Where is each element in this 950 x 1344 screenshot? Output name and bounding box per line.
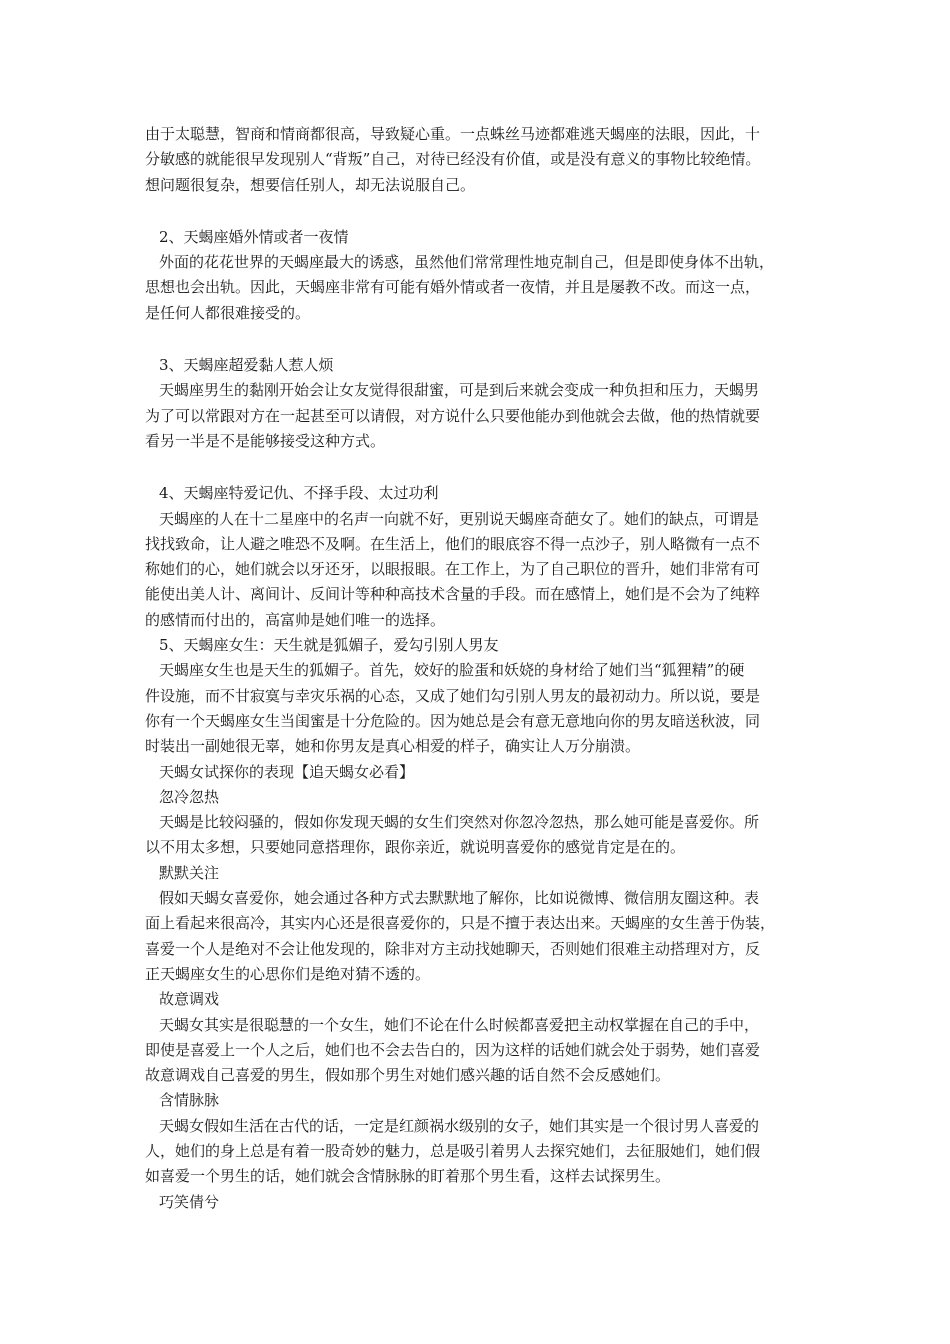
section-3 bbox=[145, 353, 810, 454]
text-line: 天蝎是比较闷骚的，假如你发现天蝎的女生们突然对你忽冷忽热，那么她可能是喜爱你。所 bbox=[159, 813, 760, 832]
text-line: 即使是喜爱上一个人之后，她们也不会去告白的，因为这样的话她们就会处于弱势，她们喜爱 bbox=[145, 1040, 761, 1059]
text-line: 正天蝎座女生的心思你们是绝对猜不透的。 bbox=[145, 964, 431, 983]
text-line: 天蝎座的人在十二星座中的名声一向就不好，更别说天蝎座奇葩女了。她们的缺点，可谓是 bbox=[159, 509, 760, 528]
paragraph-spacer bbox=[145, 326, 810, 353]
text-line: 天蝎座女生也是天生的狐媚子。首先，姣好的脸蛋和妖娆的身材给了她们当“狐狸精”的硬 bbox=[159, 661, 745, 680]
text-line: 天蝎座男生的黏刚开始会让女友觉得很甜蜜，可是到后来就会变成一种负担和压力，天蝎男 bbox=[159, 381, 760, 400]
section-6 bbox=[145, 760, 810, 785]
text-line: 你有一个天蝎座女生当闺蜜是十分危险的。因为她总是会有意无意地向你的男友暗送秋波，同 bbox=[145, 711, 761, 730]
text-line: 件设施，而不甘寂寞与幸灾乐祸的心态，又成了她们勾引别人男友的最初动力。所以说，要是 bbox=[145, 686, 761, 705]
section-heading: 巧笑倩兮 bbox=[159, 1192, 220, 1211]
text-line: 由于太聪慧，智商和情商都很高，导致疑心重。一点蛛丝马迹都难逃天蝎座的法眼，因此，十 bbox=[145, 125, 761, 143]
text-line: 分敏感的就能很早发现别人“背叛”自己，对待已经没有价值，或是没有意义的事物比较绝情。 bbox=[145, 150, 761, 169]
section-heading: 默默关注 bbox=[159, 863, 220, 882]
text-line: 故意调戏自己喜爱的男生，假如那个男生对她们感兴趣的话自然不会反感她们。 bbox=[145, 1066, 671, 1085]
section-7 bbox=[145, 785, 810, 861]
section-5 bbox=[145, 633, 810, 759]
section-9 bbox=[145, 987, 810, 1088]
paragraph-spacer bbox=[145, 198, 810, 225]
text-line: 天蝎女其实是很聪慧的一个女生，她们不论在什么时候都喜爱把主动权掌握在自己的手中， bbox=[159, 1015, 760, 1034]
section-heading: 5、天蝎座女生：天生就是狐媚子，爱勾引别人男友 bbox=[159, 636, 499, 655]
intro-paragraph bbox=[145, 122, 810, 198]
text-line: 能使出美人计、离间计、反间计等种种高技术含量的手段。而在感情上，她们是不会为了纯粹 bbox=[145, 585, 761, 604]
text-line: 假如天蝎女喜爱你，她会通过各种方式去默默地了解你，比如说微博、微信朋友圈这种。表 bbox=[159, 889, 760, 908]
section-heading: 天蝎女试探你的表现【追天蝎女必看】 bbox=[159, 762, 415, 781]
text-line: 为了可以常跟对方在一起甚至可以请假，对方说什么只要他能办到他就会去做，他的热情就要 bbox=[145, 406, 761, 425]
section-heading: 故意调戏 bbox=[159, 990, 220, 1009]
text-line: 称她们的心，她们就会以牙还牙，以眼报眼。在工作上，为了自己职位的晋升，她们非常有可 bbox=[145, 560, 761, 579]
text-line: 喜爱一个人是绝对不会让他发现的，除非对方主动找她聊天，否则她们很难主动搭理对方，反 bbox=[145, 939, 761, 958]
text-line: 外面的花花世界的天蝎座最大的诱惑，虽然他们常常理性地克制自己，但是即使身体不出轨， bbox=[159, 253, 775, 272]
section-heading: 2、天蝎座婚外情或者一夜情 bbox=[159, 227, 349, 246]
section-4 bbox=[145, 481, 810, 633]
section-heading: 4、天蝎座特爱记仇、不择手段、太过功利 bbox=[159, 484, 439, 503]
section-2 bbox=[145, 225, 810, 326]
text-line: 面上看起来很高冷，其实内心还是很喜爱你的，只是不擅于表达出来。天蝎座的女生善于伪装， bbox=[145, 914, 776, 933]
text-line: 如喜爱一个男生的话，她们就会含情脉脉的盯着那个男生看，这样去试探男生。 bbox=[145, 1167, 671, 1186]
paragraph-spacer bbox=[145, 454, 810, 481]
section-heading: 含情脉脉 bbox=[159, 1091, 220, 1110]
section-heading: 3、天蝎座超爱黏人惹人烦 bbox=[159, 356, 334, 375]
text-line: 天蝎女假如生活在古代的话，一定是红颜祸水级别的女子，她们其实是一个很讨男人喜爱的 bbox=[159, 1116, 760, 1135]
text-line: 想问题很复杂，想要信任别人，却无法说服自己。 bbox=[145, 175, 476, 194]
text-line: 看另一半是不是能够接受这种方式。 bbox=[145, 431, 386, 450]
text-line: 找找致命，让人避之唯恐不及啊。在生活上，他们的眼底容不得一点沙子，别人略微有一点不 bbox=[145, 534, 761, 553]
text-line: 思想也会出轨。因此，天蝎座非常有可能有婚外情或者一夜情，并且是屡教不改。而这一点， bbox=[145, 278, 761, 297]
text-line: 时装出一副她很无辜，她和你男友是真心相爱的样子，确实让人万分崩溃。 bbox=[145, 737, 641, 756]
text-line: 的感情而付出的，高富帅是她们唯一的选择。 bbox=[145, 610, 446, 629]
section-10 bbox=[145, 1088, 810, 1189]
section-heading: 忽冷忽热 bbox=[159, 787, 220, 806]
text-line: 人，她们的身上总是有着一股奇妙的魅力，总是吸引着男人去探究她们，去征服她们，她们假 bbox=[145, 1141, 761, 1160]
section-8 bbox=[145, 861, 810, 987]
section-11 bbox=[145, 1190, 810, 1215]
text-line: 是任何人都很难接受的。 bbox=[145, 303, 311, 322]
text-line: 以不用太多想，只要她同意搭理你，跟你亲近，就说明喜爱你的感觉肯定是在的。 bbox=[145, 838, 686, 857]
document-body bbox=[145, 122, 810, 1215]
